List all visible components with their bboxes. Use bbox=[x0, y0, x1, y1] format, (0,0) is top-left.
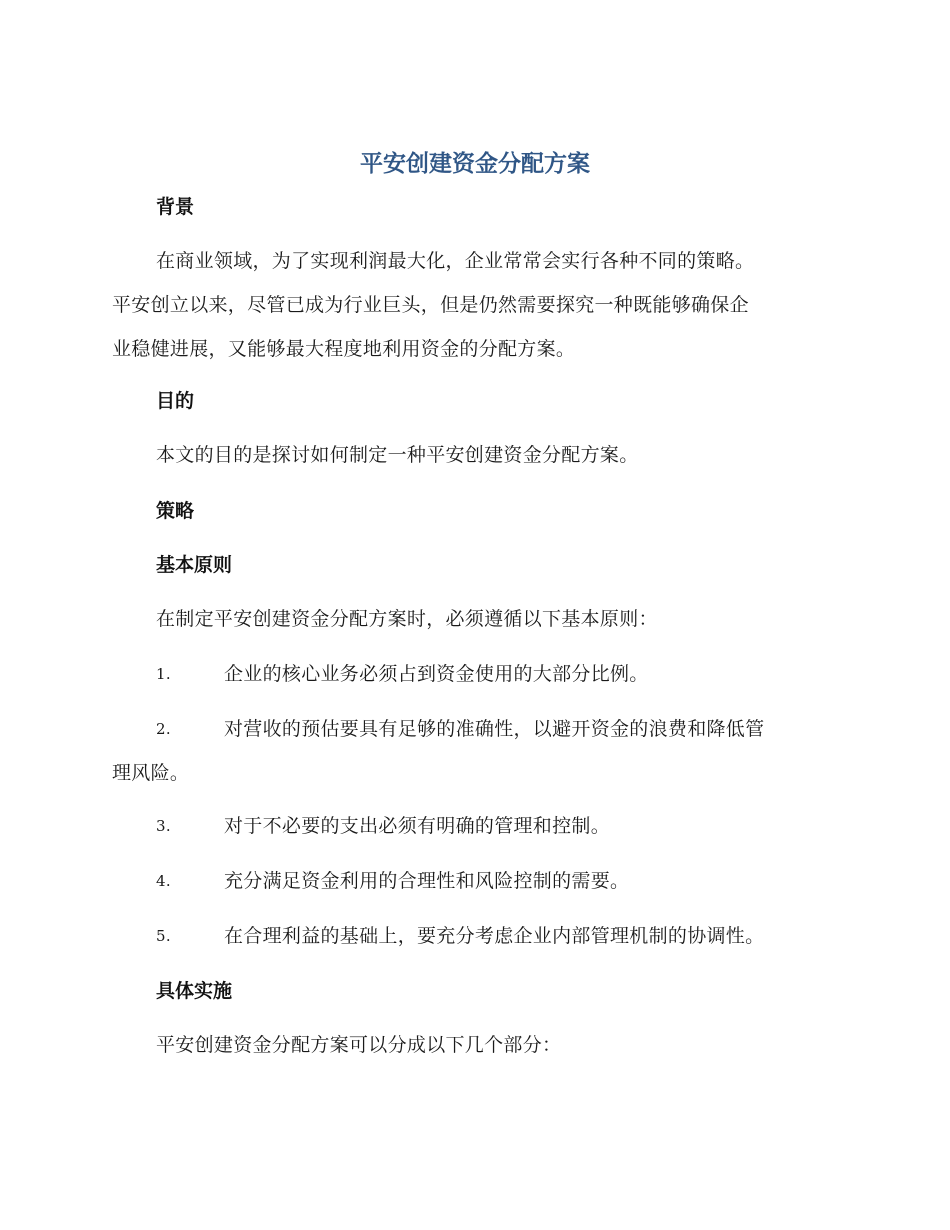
implementation-intro: 平安创建资金分配方案可以分成以下几个部分： bbox=[156, 1034, 562, 1056]
list-item bbox=[112, 707, 834, 795]
list-item bbox=[112, 804, 834, 848]
background-paragraph bbox=[112, 239, 834, 371]
document-title: 平安创建资金分配方案 bbox=[360, 151, 590, 177]
list-item-number: 5. bbox=[156, 927, 171, 945]
heading-background: 背景 bbox=[156, 196, 195, 218]
list-item-text-continued: 理风险。 bbox=[112, 762, 190, 784]
background-line-2: 平安创立以来，尽管已成为行业巨头，但是仍然需要探究一种既能够确保企 bbox=[112, 294, 749, 316]
list-item-text: 在合理利益的基础上，要充分考虑企业内部管理机制的协调性。 bbox=[224, 925, 765, 947]
background-line-1: 在商业领域，为了实现利润最大化，企业常常会实行各种不同的策略。 bbox=[156, 250, 755, 272]
list-item-number: 3. bbox=[156, 817, 171, 835]
list-item-number: 4. bbox=[156, 872, 171, 890]
heading-implementation: 具体实施 bbox=[156, 980, 233, 1002]
list-item bbox=[112, 914, 834, 958]
list-item-number: 2. bbox=[156, 720, 171, 738]
list-item bbox=[112, 859, 834, 903]
list-item-text: 对营收的预估要具有足够的准确性，以避开资金的浪费和降低管 bbox=[224, 718, 765, 740]
background-line-3: 业稳健进展，又能够最大程度地利用资金的分配方案。 bbox=[112, 338, 576, 360]
heading-principles: 基本原则 bbox=[156, 554, 233, 576]
list-item bbox=[112, 652, 834, 696]
principles-intro: 在制定平安创建资金分配方案时，必须遵循以下基本原则： bbox=[156, 608, 658, 630]
list-item-number: 1. bbox=[156, 665, 171, 683]
list-item-text: 充分满足资金利用的合理性和风险控制的需要。 bbox=[224, 870, 630, 892]
purpose-paragraph: 本文的目的是探讨如何制定一种平安创建资金分配方案。 bbox=[156, 444, 639, 466]
heading-purpose: 目的 bbox=[156, 390, 195, 412]
list-item-text: 对于不必要的支出必须有明确的管理和控制。 bbox=[224, 815, 611, 837]
list-item-text: 企业的核心业务必须占到资金使用的大部分比例。 bbox=[224, 663, 649, 685]
heading-strategy: 策略 bbox=[156, 500, 195, 522]
